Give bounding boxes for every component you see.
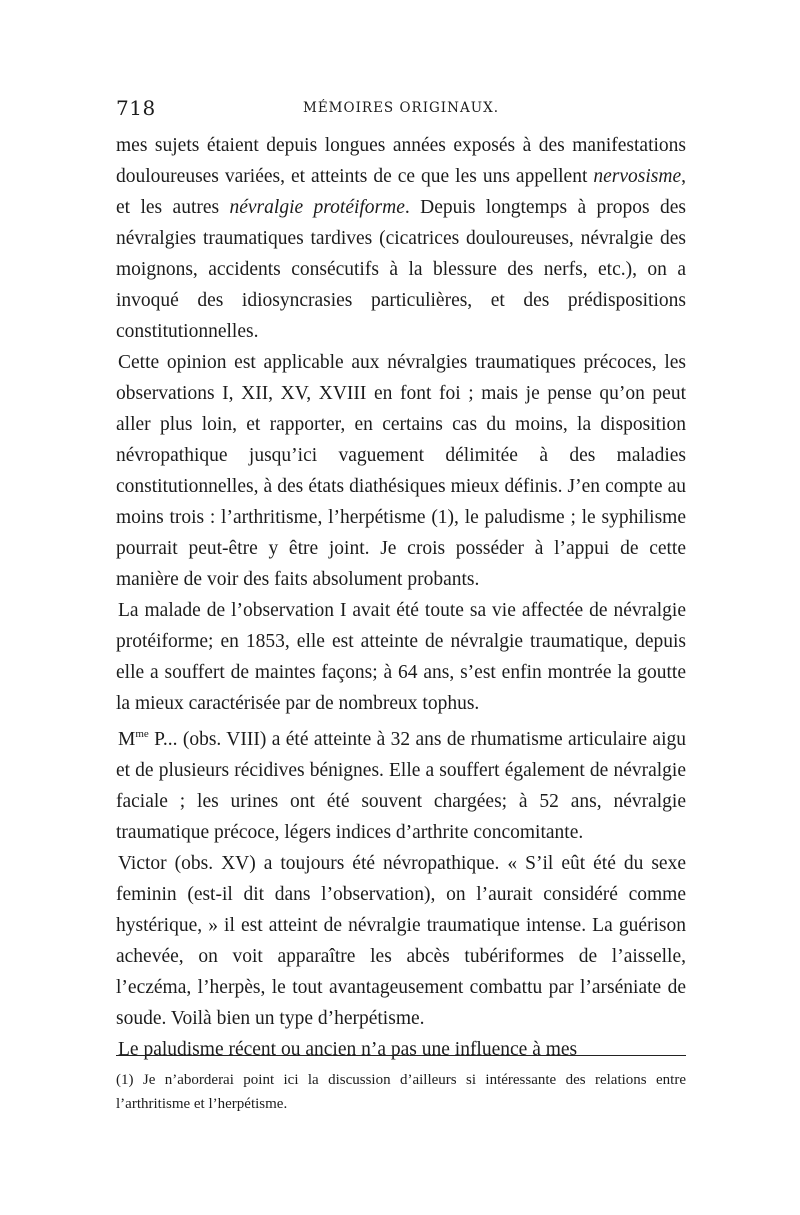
footnote-rule — [116, 1055, 686, 1056]
term-nervosisme: nervosisme — [593, 166, 682, 187]
body-text — [116, 130, 686, 1065]
term-nevralgie-proteiforme: névralgie protéiforme — [229, 197, 405, 218]
paragraph-5: Victor (obs. XV) a toujours été névropathique. « S’il eût été du sexe feminin (est-il dit dans l’observation), on l’aurait considéré comme hystérique, » il est atteint de névralgie traumatique intense. La guérison achevée, on voit apparaître les abcès tubériformes de l’aisselle, l’eczéma, l’herpès, le tout avantageusement combattu par l’arséniate de soude. Voilà bien un type d’herpétisme. — [116, 853, 686, 1029]
page-header — [116, 96, 686, 126]
paragraph-3: La malade de l’observation I avait été toute sa vie affectée de névralgie protéiforme; en 1853, elle est atteinte de névralgie traumatique, depuis elle a souffert de maintes façons; à 64 ans, s’est enfin montrée la goutte la mieux caractérisée par de nombreux tophus. — [116, 600, 686, 714]
footnote: (1) Je n’aborderai point ici la discussion d’ailleurs si intéressante des relations entre l’arthritisme et l’herpétisme. — [116, 1072, 686, 1112]
paragraph-6: Le paludisme récent ou ancien n’a pas une influence à mes — [118, 1039, 578, 1060]
running-title: MÉMOIRES ORIGINAUX. — [303, 100, 499, 116]
page-number: 718 — [116, 96, 156, 120]
paragraph-4: $M^{me}$ P... (obs. VIII) a été atteinte à 32 ans de rhumatisme articulaire aigu et de plusieurs récidives bénignes. Elle a souffert également de névralgie faciale ; les urines ont été souvent chargées; à 52 ans, névralgie traumatique précoce, légers indices d’arthrite concomitante. — [116, 728, 686, 843]
paragraph-2: Cette opinion est applicable aux névralgies traumatiques précoces, les observations I, XII, XV, XVIII en font foi ; mais je pense qu’on peut aller plus loin, et rapporter, en certains cas du moins, la disposition névropathique jusqu’ici vaguement délimitée à des maladies constitutionnelles, à des états diathésiques mieux définis. J’en compte au moins trois : l’arthritisme, l’herpétisme (1), le paludisme ; le syphilisme pourrait peut-être y être joint. Je crois posséder à l’appui de cette manière de voir des faits absolument probants. — [116, 352, 686, 590]
paragraph-1: mes sujets étaient depuis longues années exposés à des manifestations douloureuses variées, et atteints de ce que les uns appellent nervosisme, et les autres névralgie protéiforme. Depuis longtemps à propos des névralgies traumatiques tardives (cicatrices douloureuses, névralgie des moignons, accidents consécutifs à la blessure des nerfs, etc.), on a invoqué des idiosyncrasies particulières, et des prédispositions constitutionnelles. — [116, 135, 686, 342]
